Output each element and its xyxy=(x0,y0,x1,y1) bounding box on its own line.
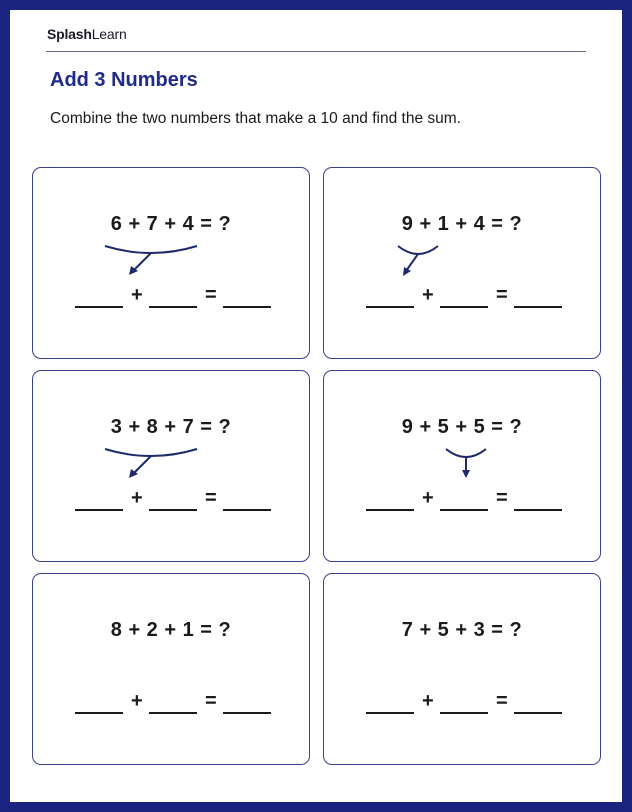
equals-sign: = xyxy=(496,487,508,509)
answer-blank-2[interactable] xyxy=(440,712,488,714)
pairing-arrow-icon xyxy=(324,371,600,561)
worksheet-instructions: Combine the two numbers that make a 10 and find the sum. xyxy=(50,110,461,127)
logo-light-text: Learn xyxy=(91,26,127,42)
answer-row xyxy=(75,487,271,515)
answer-row xyxy=(366,284,562,312)
pairing-arrow-icon xyxy=(324,168,600,358)
answer-row xyxy=(366,690,562,718)
logo-bold-text: Splash xyxy=(47,26,92,42)
answer-blank-1[interactable] xyxy=(75,509,123,511)
answer-blank-1[interactable] xyxy=(366,509,414,511)
answer-blank-1[interactable] xyxy=(366,306,414,308)
answer-blank-1[interactable] xyxy=(75,306,123,308)
equals-sign: = xyxy=(205,284,217,306)
problem-card-5 xyxy=(32,573,310,765)
plus-sign: + xyxy=(131,690,143,712)
answer-blank-2[interactable] xyxy=(440,306,488,308)
pairing-arrow-icon xyxy=(33,371,309,561)
answer-blank-sum[interactable] xyxy=(514,306,562,308)
answer-blank-2[interactable] xyxy=(149,306,197,308)
answer-row xyxy=(75,690,271,718)
problem-card-6 xyxy=(323,573,601,765)
worksheet-title: Add 3 Numbers xyxy=(50,69,198,91)
answer-blank-2[interactable] xyxy=(440,509,488,511)
answer-blank-2[interactable] xyxy=(149,712,197,714)
answer-blank-sum[interactable] xyxy=(223,509,271,511)
equals-sign: = xyxy=(496,690,508,712)
answer-blank-sum[interactable] xyxy=(514,712,562,714)
plus-sign: + xyxy=(422,487,434,509)
problem-card-4 xyxy=(323,370,601,562)
problem-expression: 9 + 5 + 5 = ? xyxy=(401,416,523,438)
answer-blank-1[interactable] xyxy=(75,712,123,714)
answer-blank-1[interactable] xyxy=(366,712,414,714)
problem-expression: 6 + 7 + 4 = ? xyxy=(110,213,232,235)
worksheet-page xyxy=(10,10,622,802)
pairing-arrow-icon xyxy=(33,168,309,358)
answer-row xyxy=(75,284,271,312)
header-divider xyxy=(46,51,586,52)
equals-sign: = xyxy=(496,284,508,306)
problem-card-2 xyxy=(323,167,601,359)
problem-card-1 xyxy=(32,167,310,359)
plus-sign: + xyxy=(422,690,434,712)
answer-blank-sum[interactable] xyxy=(514,509,562,511)
plus-sign: + xyxy=(422,284,434,306)
problem-expression: 3 + 8 + 7 = ? xyxy=(110,416,232,438)
problem-card-3 xyxy=(32,370,310,562)
problem-expression: 9 + 1 + 4 = ? xyxy=(401,213,523,235)
answer-blank-sum[interactable] xyxy=(223,306,271,308)
equals-sign: = xyxy=(205,487,217,509)
answer-blank-2[interactable] xyxy=(149,509,197,511)
problem-expression: 8 + 2 + 1 = ? xyxy=(110,619,232,641)
splashlearn-logo xyxy=(47,26,127,42)
plus-sign: + xyxy=(131,284,143,306)
answer-row xyxy=(366,487,562,515)
problem-expression: 7 + 5 + 3 = ? xyxy=(401,619,523,641)
answer-blank-sum[interactable] xyxy=(223,712,271,714)
equals-sign: = xyxy=(205,690,217,712)
plus-sign: + xyxy=(131,487,143,509)
